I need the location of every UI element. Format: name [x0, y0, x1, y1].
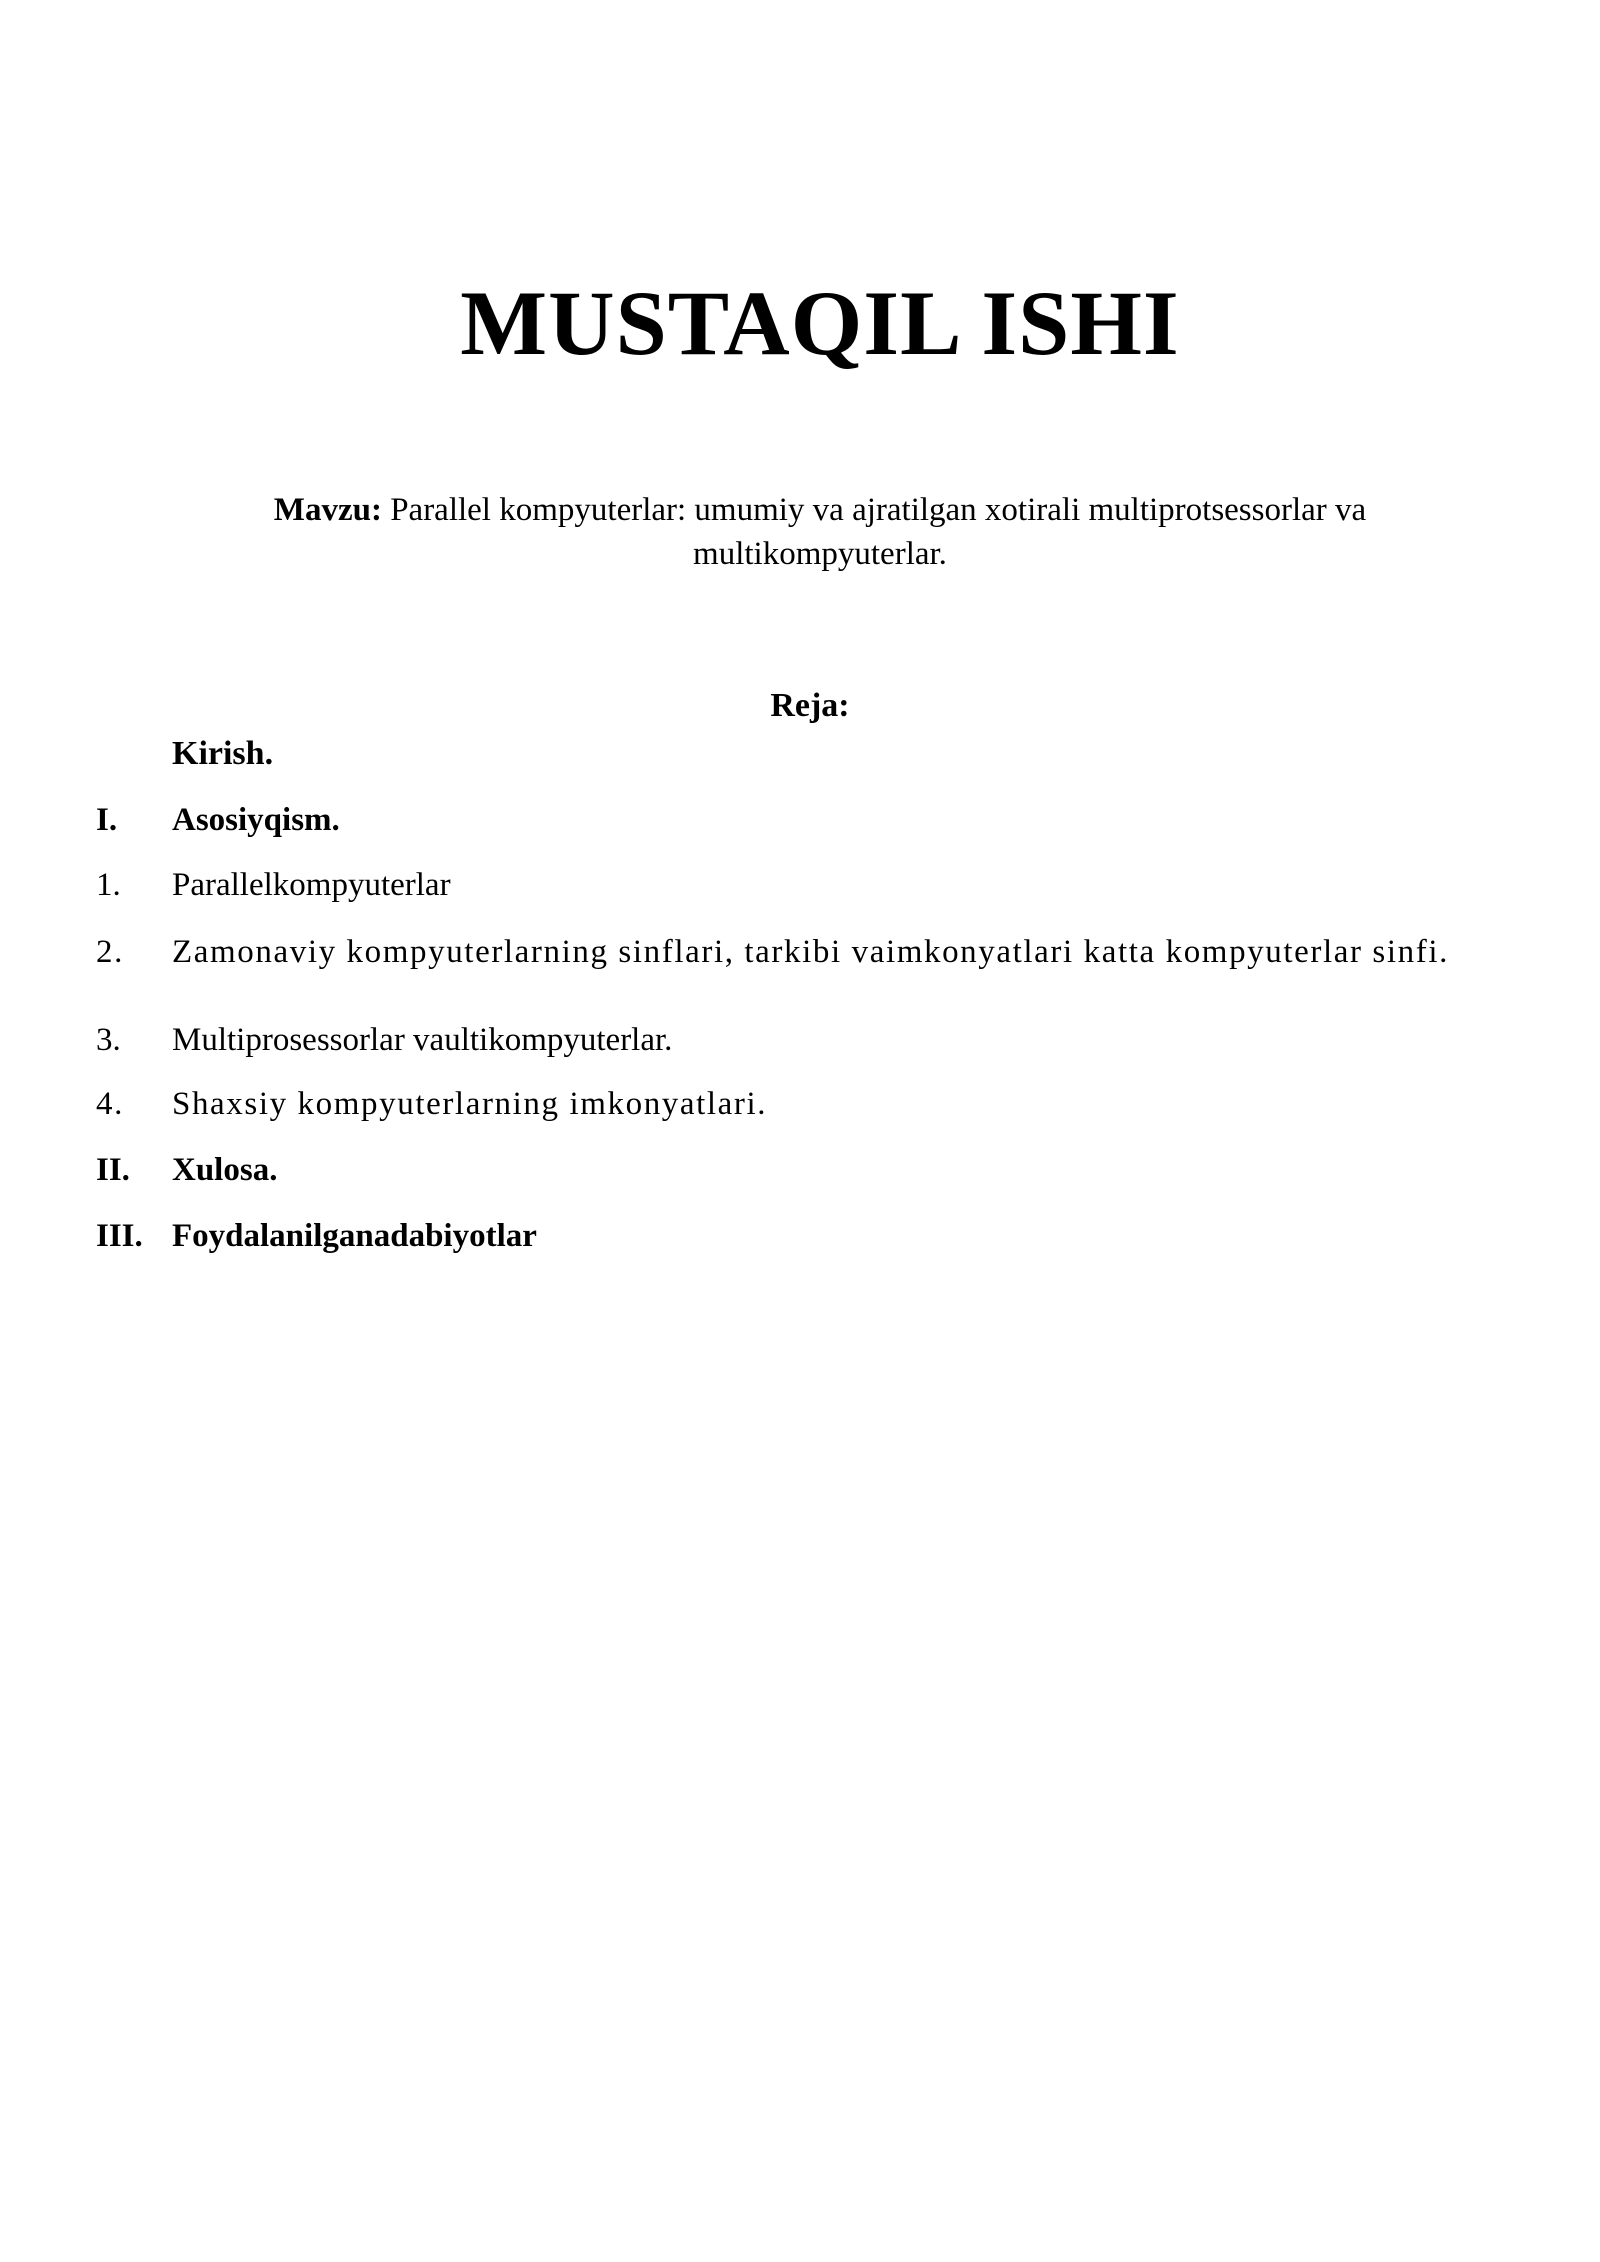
topic-label: Mavzu:: [273, 492, 382, 528]
plan-item-marker: 4.: [96, 1086, 124, 1122]
topic-text: Parallel kompyuterlar: umumiy va ajratilgan xotirali multiprotsessorlar va multikompyuterlar.: [381, 492, 1367, 572]
plan-item-marker: I.: [96, 802, 118, 838]
plan-item-main-part: [96, 798, 1496, 842]
plan-item-4: [96, 1082, 1496, 1126]
plan-item-text: Parallelkompyuterlar: [172, 867, 451, 903]
plan-item-2: [96, 930, 1496, 974]
plan-item-marker: III.: [96, 1218, 143, 1254]
plan-item-text: Xulosa.: [172, 1152, 278, 1188]
plan-item-marker: 3.: [96, 1022, 121, 1058]
plan-item-text: Multiprosessorlar vaultikompyuterlar.: [172, 1022, 673, 1058]
topic-paragraph: [190, 488, 1450, 576]
plan-item-marker: 1.: [96, 867, 121, 903]
plan-item-text: Shaxsiy kompyuterlarning imkonyatlari.: [172, 1086, 768, 1122]
plan-intro: Kirish.: [172, 735, 274, 772]
plan-item-text: Foydalanilganadabiyotlar: [172, 1218, 537, 1254]
plan-heading: Reja:: [770, 687, 850, 724]
document-title: MUSTAQIL ISHI: [460, 272, 1180, 374]
plan-item-marker: 2.: [96, 934, 124, 970]
plan-item-3: [96, 1018, 1496, 1062]
plan-item-conclusion: [96, 1148, 1496, 1192]
plan-item-text: Zamonaviy kompyuterlarning sinflari, tarkibi vaimkonyatlari katta kompyuterlar sinfi.: [172, 934, 1449, 970]
plan-item-1: [96, 863, 1496, 907]
plan-item-text: Asosiyqism.: [172, 802, 340, 838]
plan-item-marker: II.: [96, 1152, 130, 1188]
plan-item-references: [96, 1214, 1496, 1258]
